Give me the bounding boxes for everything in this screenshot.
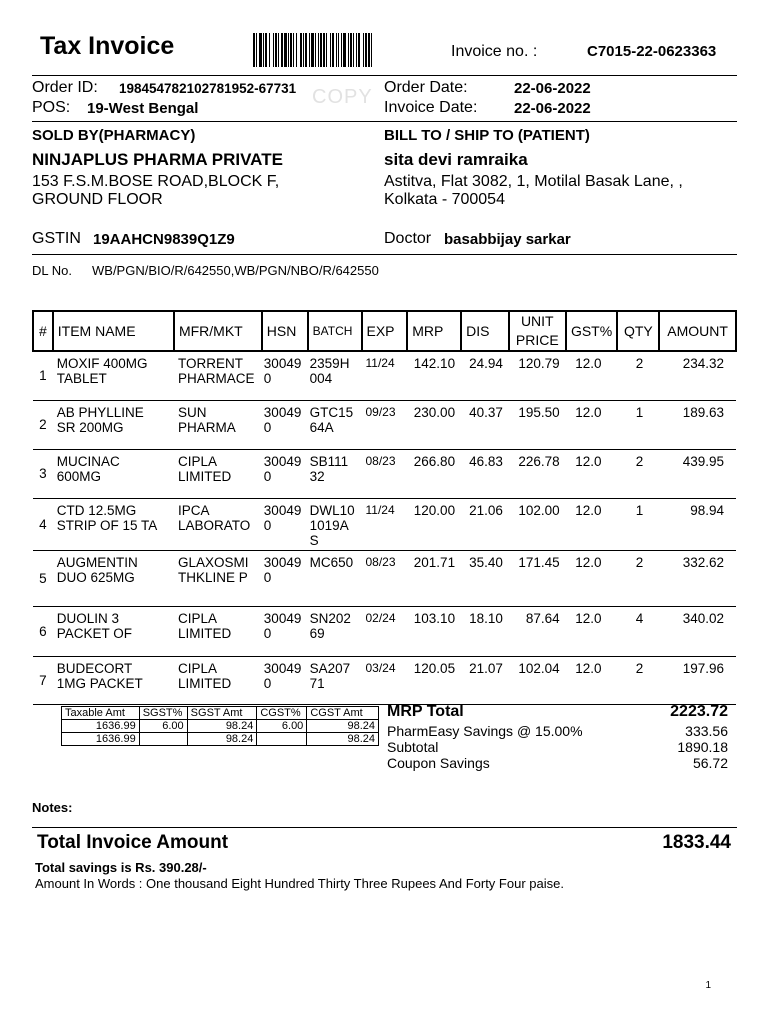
gstin-label: GSTIN — [32, 230, 81, 247]
item-name-line: AB PHYLLINE — [56, 404, 144, 420]
row-number-line: 7 — [39, 672, 47, 688]
batch-no — [308, 550, 362, 606]
amount — [659, 498, 736, 550]
table-row — [33, 498, 736, 550]
invoice-date-label: Invoice Date: — [384, 99, 478, 116]
expiry-line: 08/23 — [365, 453, 396, 468]
expiry — [362, 550, 408, 606]
tax-col-header: CGST Amt — [307, 707, 379, 720]
expiry-line: 11/24 — [365, 356, 395, 370]
gst-percent — [566, 400, 618, 449]
item-name-line: DUOLIN 3 — [56, 610, 120, 626]
subtotal-value: 1890.18 — [677, 739, 728, 755]
table-row — [33, 400, 736, 449]
row-number-line: 3 — [39, 466, 47, 481]
tax-col-header: SGST% — [139, 707, 187, 720]
tax-cell: 98.24 — [187, 720, 257, 733]
mrp — [407, 656, 461, 704]
manufacturer-line: PHARMACE — [177, 371, 255, 386]
expiry-line: 03/24 — [365, 660, 396, 675]
page-title: Tax Invoice — [40, 32, 175, 60]
hsn-code — [262, 400, 308, 449]
discount — [461, 400, 509, 449]
gst-percent — [566, 498, 618, 550]
col-header: DIS — [461, 311, 509, 351]
amount-in-words: Amount In Words : One thousand Eight Hundred Thirty Three Rupees And Forty Four paise. — [35, 876, 564, 891]
gst-percent — [566, 351, 618, 400]
quantity-line: 2 — [635, 453, 644, 469]
row-number — [33, 351, 53, 400]
unit-price — [509, 351, 566, 400]
pos-value: 19-West Bengal — [87, 100, 199, 117]
discount — [461, 656, 509, 704]
amount — [659, 351, 736, 400]
quantity — [617, 550, 659, 606]
amount-line: 234.32 — [682, 356, 724, 371]
gst-percent-line: 12.0 — [575, 610, 602, 626]
gst-percent — [566, 449, 618, 498]
tax-cell — [139, 733, 187, 746]
item-name-line: STRIP OF 15 TA — [56, 517, 158, 533]
tax-cell: 6.00 — [139, 720, 187, 733]
quantity-line: 2 — [635, 554, 644, 570]
mrp-total-label: MRP Total — [387, 703, 464, 720]
gst-percent-line: 12.0 — [575, 356, 602, 371]
col-header: ITEM NAME — [53, 311, 174, 351]
order-id-label: Order ID: — [32, 79, 98, 96]
quantity-line: 2 — [635, 356, 644, 371]
quantity — [617, 449, 659, 498]
hsn-code-line: 0 — [263, 569, 272, 585]
item-name-line: TABLET — [56, 371, 107, 386]
buyer-heading: BILL TO / SHIP TO (PATIENT) — [384, 127, 590, 144]
item-name-line: DUO 625MG — [56, 569, 135, 585]
unit-price-line: 102.00 — [518, 502, 560, 518]
amount-line: 340.02 — [682, 610, 724, 626]
quantity-line: 4 — [635, 610, 644, 626]
row-number — [33, 400, 53, 449]
col-header: MFR/MKT — [174, 311, 262, 351]
unit-price — [509, 400, 566, 449]
unit-price-line: 87.64 — [525, 610, 560, 626]
batch-no — [308, 400, 362, 449]
gst-percent-line: 12.0 — [575, 453, 602, 469]
doctor-name: basabbijay sarkar — [444, 231, 571, 248]
row-number-line: 1 — [39, 368, 47, 384]
savings-label: PharmEasy Savings @ 15.00% — [387, 723, 583, 739]
hsn-code-line: 0 — [263, 419, 272, 435]
amount-line: 332.62 — [682, 554, 724, 570]
tax-header-row — [62, 707, 379, 720]
notes-label: Notes: — [32, 800, 73, 815]
item-name-line: 600MG — [56, 468, 102, 484]
manufacturer-line: LIMITED — [177, 625, 232, 641]
tax-row — [62, 733, 379, 746]
manufacturer-line: GLAXOSMI — [177, 554, 249, 570]
amount — [659, 550, 736, 606]
hsn-code — [262, 449, 308, 498]
expiry — [362, 449, 408, 498]
col-header: BATCH — [308, 311, 362, 351]
quantity — [617, 400, 659, 449]
batch-no-line: MC650 — [309, 554, 354, 570]
tax-col-header: Taxable Amt — [62, 707, 140, 720]
row-number — [33, 449, 53, 498]
discount-line: 24.94 — [469, 356, 503, 371]
barcode-icon — [253, 33, 425, 67]
discount-line: 46.83 — [469, 453, 503, 469]
batch-no-line: SA207 — [309, 660, 351, 676]
expiry — [362, 351, 408, 400]
discount-line: 40.37 — [469, 404, 503, 420]
gst-percent-line: 12.0 — [575, 554, 602, 570]
total-invoice-label: Total Invoice Amount — [37, 832, 229, 853]
unit-price-line: 102.04 — [518, 660, 560, 676]
discount — [461, 498, 509, 550]
barcode-bar — [372, 33, 374, 67]
batch-no — [308, 606, 362, 656]
unit-price — [509, 498, 566, 550]
seller-name: NINJAPLUS PHARMA PRIVATE — [32, 150, 283, 169]
col-header: AMOUNT — [659, 311, 736, 351]
mrp-line: 120.00 — [413, 502, 456, 518]
manufacturer-line: IPCA — [177, 502, 210, 518]
amount — [659, 656, 736, 704]
mrp — [407, 606, 461, 656]
tax-cell: 98.24 — [187, 733, 257, 746]
quantity-line: 1 — [635, 404, 644, 420]
amount — [659, 606, 736, 656]
gst-percent-line: 12.0 — [575, 502, 602, 518]
tax-cell: 6.00 — [257, 720, 307, 733]
col-header: # — [33, 311, 53, 351]
hsn-code-line: 30049 — [263, 502, 302, 518]
manufacturer-line: CIPLA — [177, 453, 217, 469]
table-header-row — [33, 311, 736, 351]
mrp-line: 266.80 — [413, 453, 456, 469]
row-number — [33, 606, 53, 656]
tax-cell: 98.24 — [307, 733, 379, 746]
quantity-line: 1 — [635, 502, 644, 518]
hsn-code-line: 0 — [263, 468, 272, 484]
batch-no-line: 64A — [309, 419, 334, 435]
manufacturer — [174, 449, 262, 498]
unit-price — [509, 606, 566, 656]
item-name-line: SR 200MG — [56, 419, 124, 435]
tax-cell: 1636.99 — [62, 733, 140, 746]
unit-price — [509, 550, 566, 606]
manufacturer — [174, 351, 262, 400]
item-name — [53, 449, 174, 498]
manufacturer — [174, 606, 262, 656]
buyer-address-line2: Kolkata - 700054 — [384, 191, 505, 208]
expiry-line: 02/24 — [365, 610, 396, 625]
savings-value: 333.56 — [685, 723, 728, 739]
batch-no-line: GTC15 — [309, 404, 354, 420]
hsn-code-line: 30049 — [263, 404, 302, 420]
discount-line: 21.06 — [469, 502, 503, 518]
batch-no-line: SN202 — [309, 610, 351, 626]
copy-watermark: COPY — [312, 86, 373, 108]
unit-price-line: 195.50 — [518, 404, 560, 420]
batch-no — [308, 449, 362, 498]
item-name-line: BUDECORT — [56, 660, 133, 676]
hsn-code-line: 0 — [263, 625, 272, 641]
dl-label: DL No. — [32, 263, 72, 278]
col-header: HSN — [262, 311, 308, 351]
invoice-date: 22-06-2022 — [514, 100, 591, 117]
tax-table — [61, 706, 379, 746]
item-name — [53, 606, 174, 656]
discount — [461, 449, 509, 498]
col-header: EXP — [362, 311, 408, 351]
row-number-line: 6 — [39, 623, 47, 639]
table-row — [33, 449, 736, 498]
mrp — [407, 449, 461, 498]
order-date: 22-06-2022 — [514, 80, 591, 97]
manufacturer — [174, 550, 262, 606]
total-savings: Total savings is Rs. 390.28/- — [35, 860, 207, 875]
unit-price-line: 226.78 — [518, 453, 560, 469]
quantity — [617, 656, 659, 704]
col-header: MRP — [407, 311, 461, 351]
quantity — [617, 498, 659, 550]
hsn-code-line: 30049 — [263, 554, 302, 570]
item-name — [53, 498, 174, 550]
manufacturer-line: PHARMA — [177, 419, 236, 435]
amount-line: 189.63 — [682, 404, 724, 420]
mrp-line: 103.10 — [413, 610, 456, 626]
unit-price — [509, 449, 566, 498]
gst-percent-line: 12.0 — [575, 404, 602, 420]
discount — [461, 606, 509, 656]
table-row — [33, 351, 736, 400]
col-header: GST% — [566, 311, 618, 351]
hsn-code-line: 0 — [263, 517, 272, 533]
seller-address-line1: 153 F.S.M.BOSE ROAD,BLOCK F, — [32, 173, 280, 190]
batch-no-line: 1019A — [309, 517, 349, 533]
seller-address-line2: GROUND FLOOR — [32, 191, 163, 208]
dl-value: WB/PGN/BIO/R/642550,WB/PGN/NBO/R/642550 — [92, 263, 379, 278]
mrp — [407, 400, 461, 449]
discount-line: 18.10 — [469, 610, 503, 626]
manufacturer-line: TORRENT — [177, 356, 243, 371]
item-name — [53, 400, 174, 449]
manufacturer-line: LIMITED — [177, 675, 232, 691]
expiry — [362, 400, 408, 449]
amount-line: 98.94 — [690, 502, 724, 518]
mrp-total: 2223.72 — [670, 703, 728, 720]
discount-line: 35.40 — [469, 554, 503, 570]
quantity — [617, 606, 659, 656]
order-id: 198454782102781952-67731 — [119, 81, 297, 96]
hsn-code — [262, 606, 308, 656]
manufacturer-line: LIMITED — [177, 468, 232, 484]
items-table — [32, 310, 737, 705]
manufacturer — [174, 400, 262, 449]
table-row — [33, 656, 736, 704]
batch-no-line: 2359H — [309, 356, 350, 371]
coupon-label: Coupon Savings — [387, 755, 490, 771]
batch-no — [308, 656, 362, 704]
item-name-line: AUGMENTIN — [56, 554, 138, 570]
item-name-line: PACKET OF — [56, 625, 133, 641]
batch-no-line: S — [309, 532, 319, 548]
gst-percent — [566, 606, 618, 656]
hsn-code — [262, 498, 308, 550]
tax-col-header: SGST Amt — [187, 707, 257, 720]
hsn-code-line: 0 — [263, 675, 272, 691]
order-date-label: Order Date: — [384, 79, 468, 96]
unit-price-line: 120.79 — [518, 356, 560, 371]
divider — [32, 121, 737, 122]
item-name-line: 1MG PACKET — [56, 675, 143, 691]
batch-no-line: 32 — [309, 468, 325, 484]
amount — [659, 449, 736, 498]
row-number — [33, 656, 53, 704]
mrp — [407, 550, 461, 606]
quantity — [617, 351, 659, 400]
buyer-address-line1: Astitva, Flat 3082, 1, Motilal Basak Lane, , — [384, 173, 683, 190]
mrp — [407, 351, 461, 400]
mrp-line: 120.05 — [413, 660, 456, 676]
amount-line: 439.95 — [682, 453, 724, 469]
tax-col-header: CGST% — [257, 707, 307, 720]
discount — [461, 351, 509, 400]
invoice-no: C7015-22-0623363 — [587, 43, 717, 60]
manufacturer-line: SUN — [177, 404, 207, 420]
item-name-line: CTD 12.5MG — [56, 502, 137, 518]
hsn-code-line: 30049 — [263, 453, 302, 469]
quantity-line: 2 — [635, 660, 644, 676]
tax-row — [62, 720, 379, 733]
amount — [659, 400, 736, 449]
row-number-line: 5 — [39, 570, 47, 586]
page-number: 1 — [705, 980, 711, 991]
table-row — [33, 550, 736, 606]
manufacturer-line: LABORATO — [177, 517, 251, 533]
coupon-value: 56.72 — [692, 755, 728, 771]
mrp-line: 142.10 — [413, 356, 456, 371]
tax-cell: 1636.99 — [62, 720, 140, 733]
gst-percent-line: 12.0 — [575, 660, 602, 676]
subtotal-label: Subtotal — [387, 739, 439, 755]
total-invoice-amount: 1833.44 — [662, 832, 731, 853]
batch-no-line: DWL10 — [309, 502, 355, 518]
batch-no-line: SB111 — [309, 453, 349, 469]
item-name-line: MUCINAC — [56, 453, 120, 469]
hsn-code-line: 0 — [263, 371, 272, 386]
gst-percent — [566, 550, 618, 606]
row-number-line: 2 — [39, 417, 47, 432]
item-name — [53, 351, 174, 400]
manufacturer-line: CIPLA — [177, 660, 217, 676]
amount-line: 197.96 — [682, 660, 724, 676]
batch-no-line: 69 — [309, 625, 325, 641]
unit-price — [509, 656, 566, 704]
hsn-code-line: 30049 — [263, 356, 302, 371]
expiry-line: 11/24 — [365, 502, 395, 517]
col-header: UNIT PRICE — [509, 311, 566, 351]
table-row — [33, 606, 736, 656]
row-number-line: 4 — [39, 516, 47, 532]
gst-percent — [566, 656, 618, 704]
seller-heading: SOLD BY(PHARMACY) — [32, 127, 196, 144]
hsn-code-line: 30049 — [263, 660, 302, 676]
row-number — [33, 550, 53, 606]
batch-no — [308, 498, 362, 550]
expiry-line: 08/23 — [365, 554, 396, 569]
buyer-name: sita devi ramraika — [384, 150, 528, 169]
hsn-code — [262, 550, 308, 606]
hsn-code — [262, 351, 308, 400]
batch-no — [308, 351, 362, 400]
doctor-label: Doctor — [384, 230, 432, 247]
pos-label: POS: — [32, 99, 71, 116]
divider — [32, 254, 737, 255]
row-number — [33, 498, 53, 550]
manufacturer — [174, 656, 262, 704]
item-name — [53, 656, 174, 704]
divider — [32, 75, 737, 76]
item-name — [53, 550, 174, 606]
col-header: QTY — [617, 311, 659, 351]
batch-no-line: 004 — [309, 371, 333, 386]
hsn-code-line: 30049 — [263, 610, 302, 626]
tax-cell: 98.24 — [307, 720, 379, 733]
mrp-line: 230.00 — [413, 404, 456, 420]
invoice-no-label: Invoice no. : — [451, 43, 538, 60]
manufacturer-line: THKLINE P — [177, 569, 248, 585]
discount-line: 21.07 — [469, 660, 503, 676]
expiry — [362, 606, 408, 656]
hsn-code — [262, 656, 308, 704]
expiry — [362, 656, 408, 704]
divider — [32, 827, 737, 828]
unit-price-line: 171.45 — [518, 554, 560, 570]
gstin-value: 19AAHCN9839Q1Z9 — [93, 231, 235, 248]
mrp — [407, 498, 461, 550]
discount — [461, 550, 509, 606]
item-name-line: MOXIF 400MG — [56, 356, 148, 371]
mrp-line: 201.71 — [413, 554, 456, 570]
expiry — [362, 498, 408, 550]
batch-no-line: 71 — [309, 675, 325, 691]
expiry-line: 09/23 — [365, 404, 396, 419]
tax-cell — [257, 733, 307, 746]
manufacturer — [174, 498, 262, 550]
manufacturer-line: CIPLA — [177, 610, 217, 626]
